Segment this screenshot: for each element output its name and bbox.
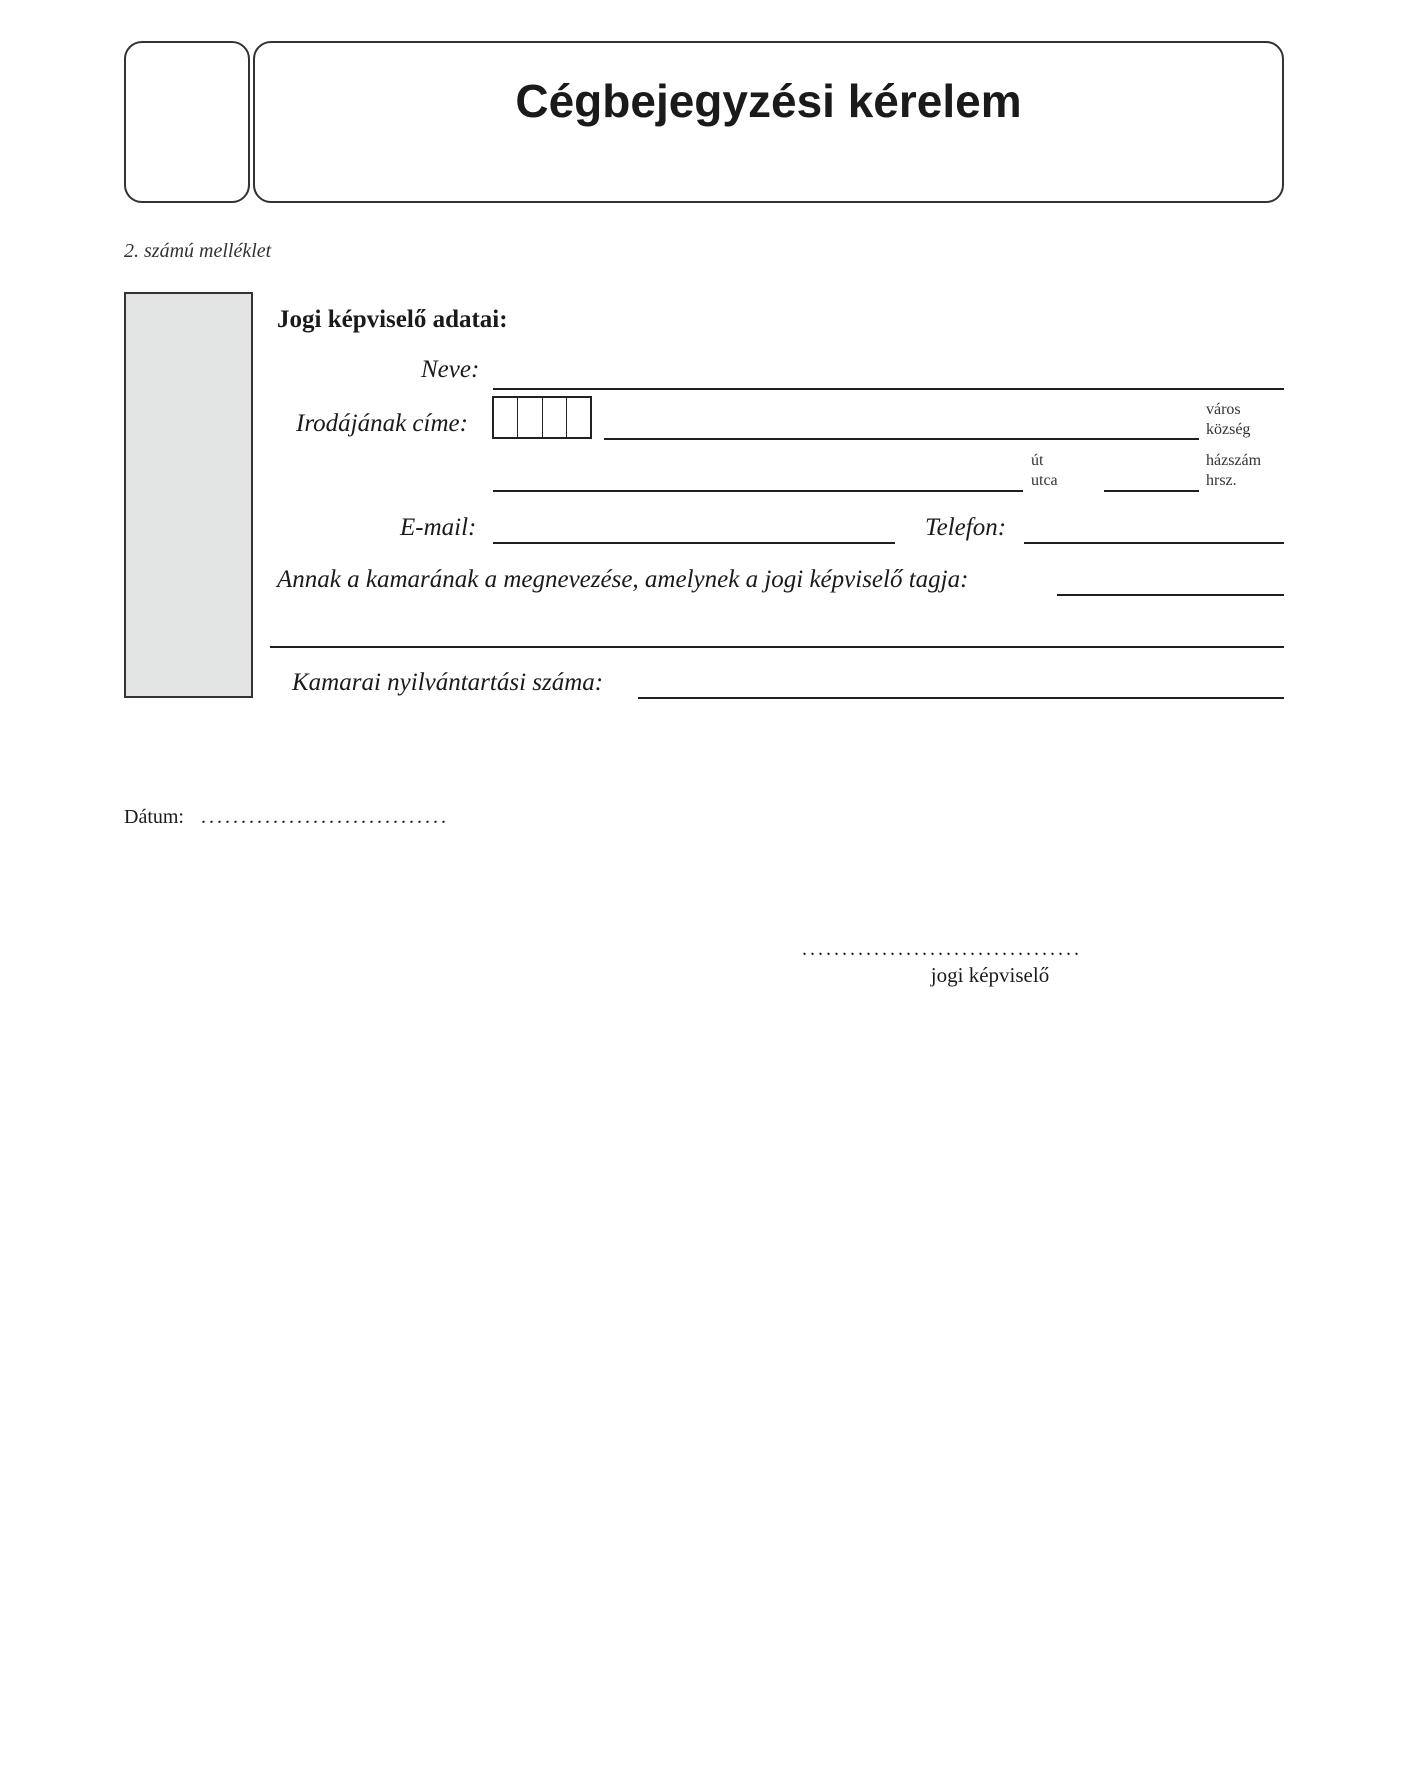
- house-number-field[interactable]: [1104, 490, 1199, 492]
- section-title: Jogi képviselő adatai:: [277, 306, 508, 333]
- annex-label: 2. számú melléklet: [124, 240, 272, 262]
- chamber-field-continued[interactable]: [270, 646, 1284, 648]
- house-caption-line-1: házszám: [1206, 452, 1262, 469]
- city-field[interactable]: [604, 438, 1199, 440]
- name-field[interactable]: [493, 388, 1284, 390]
- street-field[interactable]: [493, 490, 1023, 492]
- email-field[interactable]: [493, 542, 895, 544]
- signature-label: jogi képviselő: [930, 963, 1050, 987]
- street-caption-line-2: utca: [1031, 472, 1058, 489]
- postal-digit-box[interactable]: [543, 398, 567, 437]
- city-caption-line-1: város: [1206, 401, 1241, 418]
- street-caption: [1031, 451, 1058, 491]
- phone-field[interactable]: [1024, 542, 1284, 544]
- header-side-box: [124, 41, 250, 203]
- page-title: Cégbejegyzési kérelem: [515, 75, 1022, 127]
- email-label: E-mail:: [400, 514, 477, 541]
- house-caption-line-2: hrsz.: [1206, 472, 1237, 489]
- signature-field[interactable]: ...................................: [802, 938, 1082, 960]
- house-caption: [1206, 451, 1261, 491]
- postal-digit-box[interactable]: [518, 398, 542, 437]
- registry-label: Kamarai nyilvántartási száma:: [292, 669, 604, 696]
- city-caption: [1206, 400, 1250, 440]
- name-label: Neve:: [421, 356, 480, 383]
- city-caption-line-2: község: [1206, 421, 1251, 438]
- side-marker-box: [124, 292, 253, 698]
- date-label: Dátum:: [124, 806, 184, 828]
- street-caption-line-1: út: [1031, 452, 1044, 469]
- postal-digit-box[interactable]: [494, 398, 518, 437]
- chamber-field-inline[interactable]: [1057, 594, 1284, 596]
- postal-digit-box[interactable]: [567, 398, 590, 437]
- chamber-label: Annak a kamarának a megnevezése, amelynek a jogi képviselő tagja:: [277, 566, 969, 593]
- phone-label: Telefon:: [925, 514, 1007, 541]
- registry-number-field[interactable]: [638, 697, 1284, 699]
- postal-code-boxes[interactable]: [492, 396, 592, 439]
- date-field[interactable]: ...............................: [201, 806, 449, 828]
- address-label: Irodájának címe:: [296, 410, 468, 437]
